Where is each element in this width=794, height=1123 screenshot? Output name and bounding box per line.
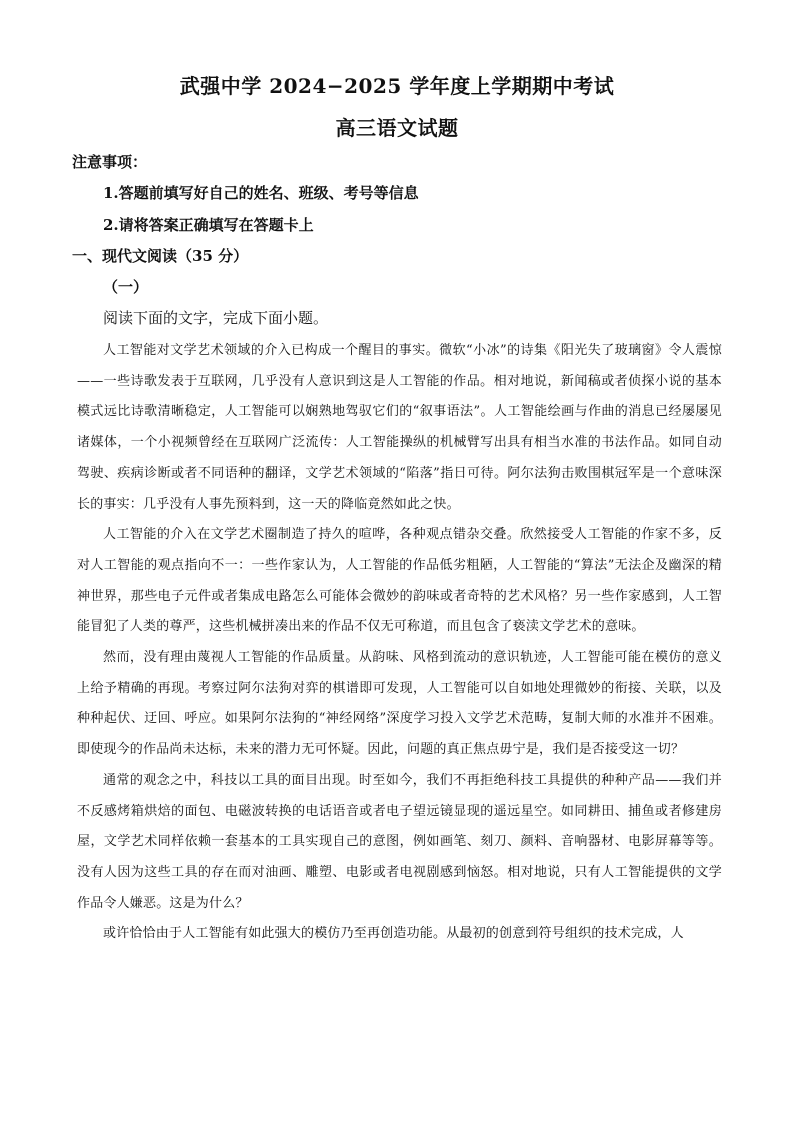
section-subheading: （一）: [103, 278, 149, 296]
notice-item: 2.请将答案正确填写在答题卡上: [103, 216, 314, 234]
reading-passage: [77, 336, 722, 950]
notice-item: 1.答题前填写好自己的姓名、班级、考号等信息: [103, 184, 419, 202]
passage-paragraph: 人工智能对文学艺术领域的介入已构成一个醒目的事实。微软“小冰”的诗集《阳光失了玻璃窗》令人震惊——一些诗歌发表于互联网，几乎没有人意识到这是人工智能的作品。相对地说，新闻稿或者侦探小说的基本模式远比诗歌清晰稳定，人工智能可以娴熟地驾驭它们的“叙事语法”。人工智能绘画与作曲的消息已经屡屡见诸媒体，一个小视频曾经在互联网广泛流传：人工智能操纵的机械臂写出具有相当水准的书法作品。如同自动驾驶、疾病诊断或者不同语种的翻译，文学艺术领域的“陷落”指日可待。阿尔法狗击败围棋冠军是一个意味深长的事实：几乎没有人事先预料到，这一天的降临竟然如此之快。: [77, 343, 722, 512]
notice-heading: 注意事项：: [72, 153, 148, 171]
passage-paragraph: 或许恰恰由于人工智能有如此强大的模仿乃至再创造功能。从最初的创意到符号组织的技术完成，人: [103, 926, 684, 942]
reading-instruction: 阅读下面的文字，完成下面小题。: [103, 309, 329, 327]
passage-paragraph: 然而，没有理由蔑视人工智能的作品质量。从韵味、风格到流动的意识轨迹，人工智能可能在模仿的意义上给予精确的再现。考察过阿尔法狗对弈的棋谱即可发现，人工智能可以自如地处理微妙的衔接、关联，以及种种起伏、迂回、呼应。如果阿尔法狗的“神经网络”深度学习投入文学艺术范畴，复制大师的水准并不困难。即使现今的作品尚未达标，未来的潜力无可怀疑。因此，问题的真正焦点毋宁是，我们是否接受这一切？: [77, 650, 722, 758]
passage-paragraph: 人工智能的介入在文学艺术圈制造了持久的喧哗，各种观点错杂交叠。欣然接受人工智能的作家不多，反对人工智能的观点指向不一：一些作家认为，人工智能的作品低劣粗陋，人工智能的“算法”无法企及幽深的精神世界，那些电子元件或者集成电路怎么可能体会微妙的韵味或者奇特的艺术风格？另一些作家感到，人工智能冒犯了人类的尊严，这些机械拼凑出来的作品不仅无可称道，而且包含了亵渎文学艺术的意味。: [77, 527, 722, 635]
exam-subtitle: 高三语文试题: [335, 116, 459, 140]
exam-title: 武强中学 2024−2025 学年度上学期期中考试: [179, 74, 615, 98]
section-heading: 一、现代文阅读（35 分）: [72, 247, 249, 265]
passage-paragraph: 通常的观念之中，科技以工具的面目出现。时至如今，我们不再拒绝科技工具提供的种种产品——我们并不反感烤箱烘焙的面包、电磁波转换的电话语音或者电子望远镜显现的遥远星空。如同耕田、捕鱼或者修建房屋，文学艺术同样依赖一套基本的工具实现自己的意图，例如画笔、刻刀、颜料、音响器材、电影屏幕等等。没有人因为这些工具的存在而对油画、雕塑、电影或者电视剧感到恼怒。相对地说，只有人工智能提供的文学作品令人嫌恶。这是为什么？: [77, 772, 722, 911]
